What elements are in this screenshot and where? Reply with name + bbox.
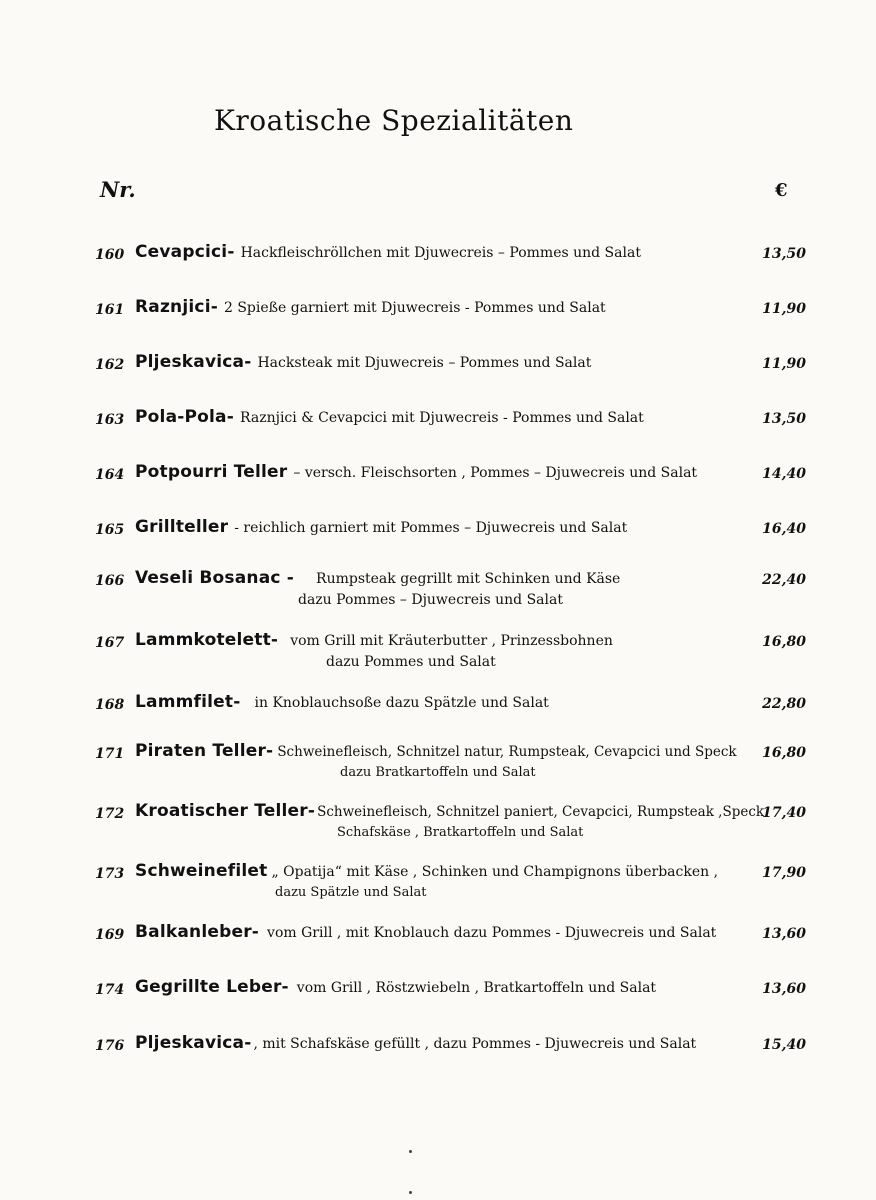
item-description: 2 Spieße garniert mit Djuwecreis - Pommes und Salat	[223, 300, 606, 316]
item-number: 171	[95, 746, 125, 762]
item-number: 161	[95, 302, 125, 318]
item-number: 162	[95, 357, 125, 373]
item-name: Schweinefilet	[135, 861, 268, 881]
item-price: 22,40	[762, 572, 806, 588]
item-description: vom Grill mit Kräuterbutter , Prinzessbohnen	[290, 633, 613, 649]
item-number: 174	[95, 982, 125, 998]
item-price: 13,60	[762, 926, 806, 942]
item-description-continued: dazu Pommes und Salat	[326, 654, 496, 670]
item-description: Schweinefleisch, Schnitzel paniert, Cevapcici, Rumpsteak ,Speck	[317, 804, 765, 820]
item-number: 172	[95, 806, 125, 822]
item-price: 17,90	[762, 865, 806, 881]
item-price: 16,80	[762, 634, 806, 650]
item-name: Pola-Pola-	[135, 407, 234, 427]
item-name: Balkanleber-	[135, 922, 260, 942]
item-description-continued: dazu Pommes – Djuwecreis und Salat	[298, 592, 563, 608]
item-number: 166	[95, 573, 125, 589]
item-number: 167	[95, 635, 125, 651]
page-title: Kroatische Spezialitäten	[214, 104, 574, 137]
item-description: Rumpsteak gegrillt mit Schinken und Käse	[316, 571, 621, 587]
item-price: 17,40	[762, 805, 806, 821]
item-name: Raznjici-	[135, 297, 218, 317]
item-name: Pljeskavica-	[135, 1033, 252, 1053]
item-description: - reichlich garniert mit Pommes – Djuwecreis und Salat	[234, 520, 628, 536]
item-number: 176	[95, 1038, 125, 1054]
item-price: 13,60	[762, 981, 806, 997]
item-price: 13,50	[762, 246, 806, 262]
item-number: 164	[95, 467, 125, 483]
item-price: 11,90	[762, 301, 806, 317]
paper-speck	[409, 1150, 412, 1153]
item-description: vom Grill , Röstzwiebeln , Bratkartoffeln und Salat	[296, 980, 657, 996]
item-number: 168	[95, 697, 125, 713]
item-number: 160	[95, 247, 125, 263]
item-description-continued: dazu Spätzle und Salat	[275, 885, 427, 900]
item-number: 169	[95, 927, 125, 943]
item-price: 16,80	[762, 745, 806, 761]
item-price: 13,50	[762, 411, 806, 427]
item-name: Kroatischer Teller-	[135, 801, 316, 821]
item-name: Lammfilet-	[135, 692, 241, 712]
item-description: , mit Schafskäse gefüllt , dazu Pommes - Djuwecreis und Salat	[253, 1036, 697, 1052]
paper-speck	[409, 1191, 412, 1194]
column-header-number: Nr.	[100, 177, 136, 202]
item-name: Potpourri Teller	[135, 462, 288, 482]
item-number: 165	[95, 522, 125, 538]
item-name: Gegrillte Leber-	[135, 977, 289, 997]
item-name: Pljeskavica-	[135, 352, 252, 372]
item-description-continued: dazu Bratkartoffeln und Salat	[340, 765, 536, 780]
item-price: 14,40	[762, 466, 806, 482]
item-number: 173	[95, 866, 125, 882]
item-number: 163	[95, 412, 125, 428]
item-name: Lammkotelett-	[135, 630, 279, 650]
item-name: Cevapcici-	[135, 242, 235, 262]
item-price: 11,90	[762, 356, 806, 372]
item-description: Raznjici & Cevapcici mit Djuwecreis - Pommes und Salat	[240, 410, 644, 426]
item-description-continued: Schafskäse , Bratkartoffeln und Salat	[337, 825, 584, 840]
item-description: Schweinefleisch, Schnitzel natur, Rumpsteak, Cevapcici und Speck	[277, 744, 737, 760]
item-description: in Knoblauchsoße dazu Spätzle und Salat	[254, 695, 549, 711]
column-header-currency: €	[775, 180, 788, 201]
item-description: – versch. Fleischsorten , Pommes – Djuwecreis und Salat	[293, 465, 698, 481]
item-name: Grillteller	[135, 517, 229, 537]
item-price: 22,80	[762, 696, 806, 712]
item-name: Piraten Teller-	[135, 741, 274, 761]
item-name: Veseli Bosanac -	[135, 568, 295, 588]
item-price: 16,40	[762, 521, 806, 537]
item-description: Hacksteak mit Djuwecreis – Pommes und Salat	[257, 355, 592, 371]
item-description: Hackfleischröllchen mit Djuwecreis – Pommes und Salat	[240, 245, 641, 261]
item-description: vom Grill , mit Knoblauch dazu Pommes - Djuwecreis und Salat	[267, 925, 717, 941]
item-description: „ Opatija“ mit Käse , Schinken und Champignons überbacken ,	[271, 864, 719, 880]
item-price: 15,40	[762, 1037, 806, 1053]
